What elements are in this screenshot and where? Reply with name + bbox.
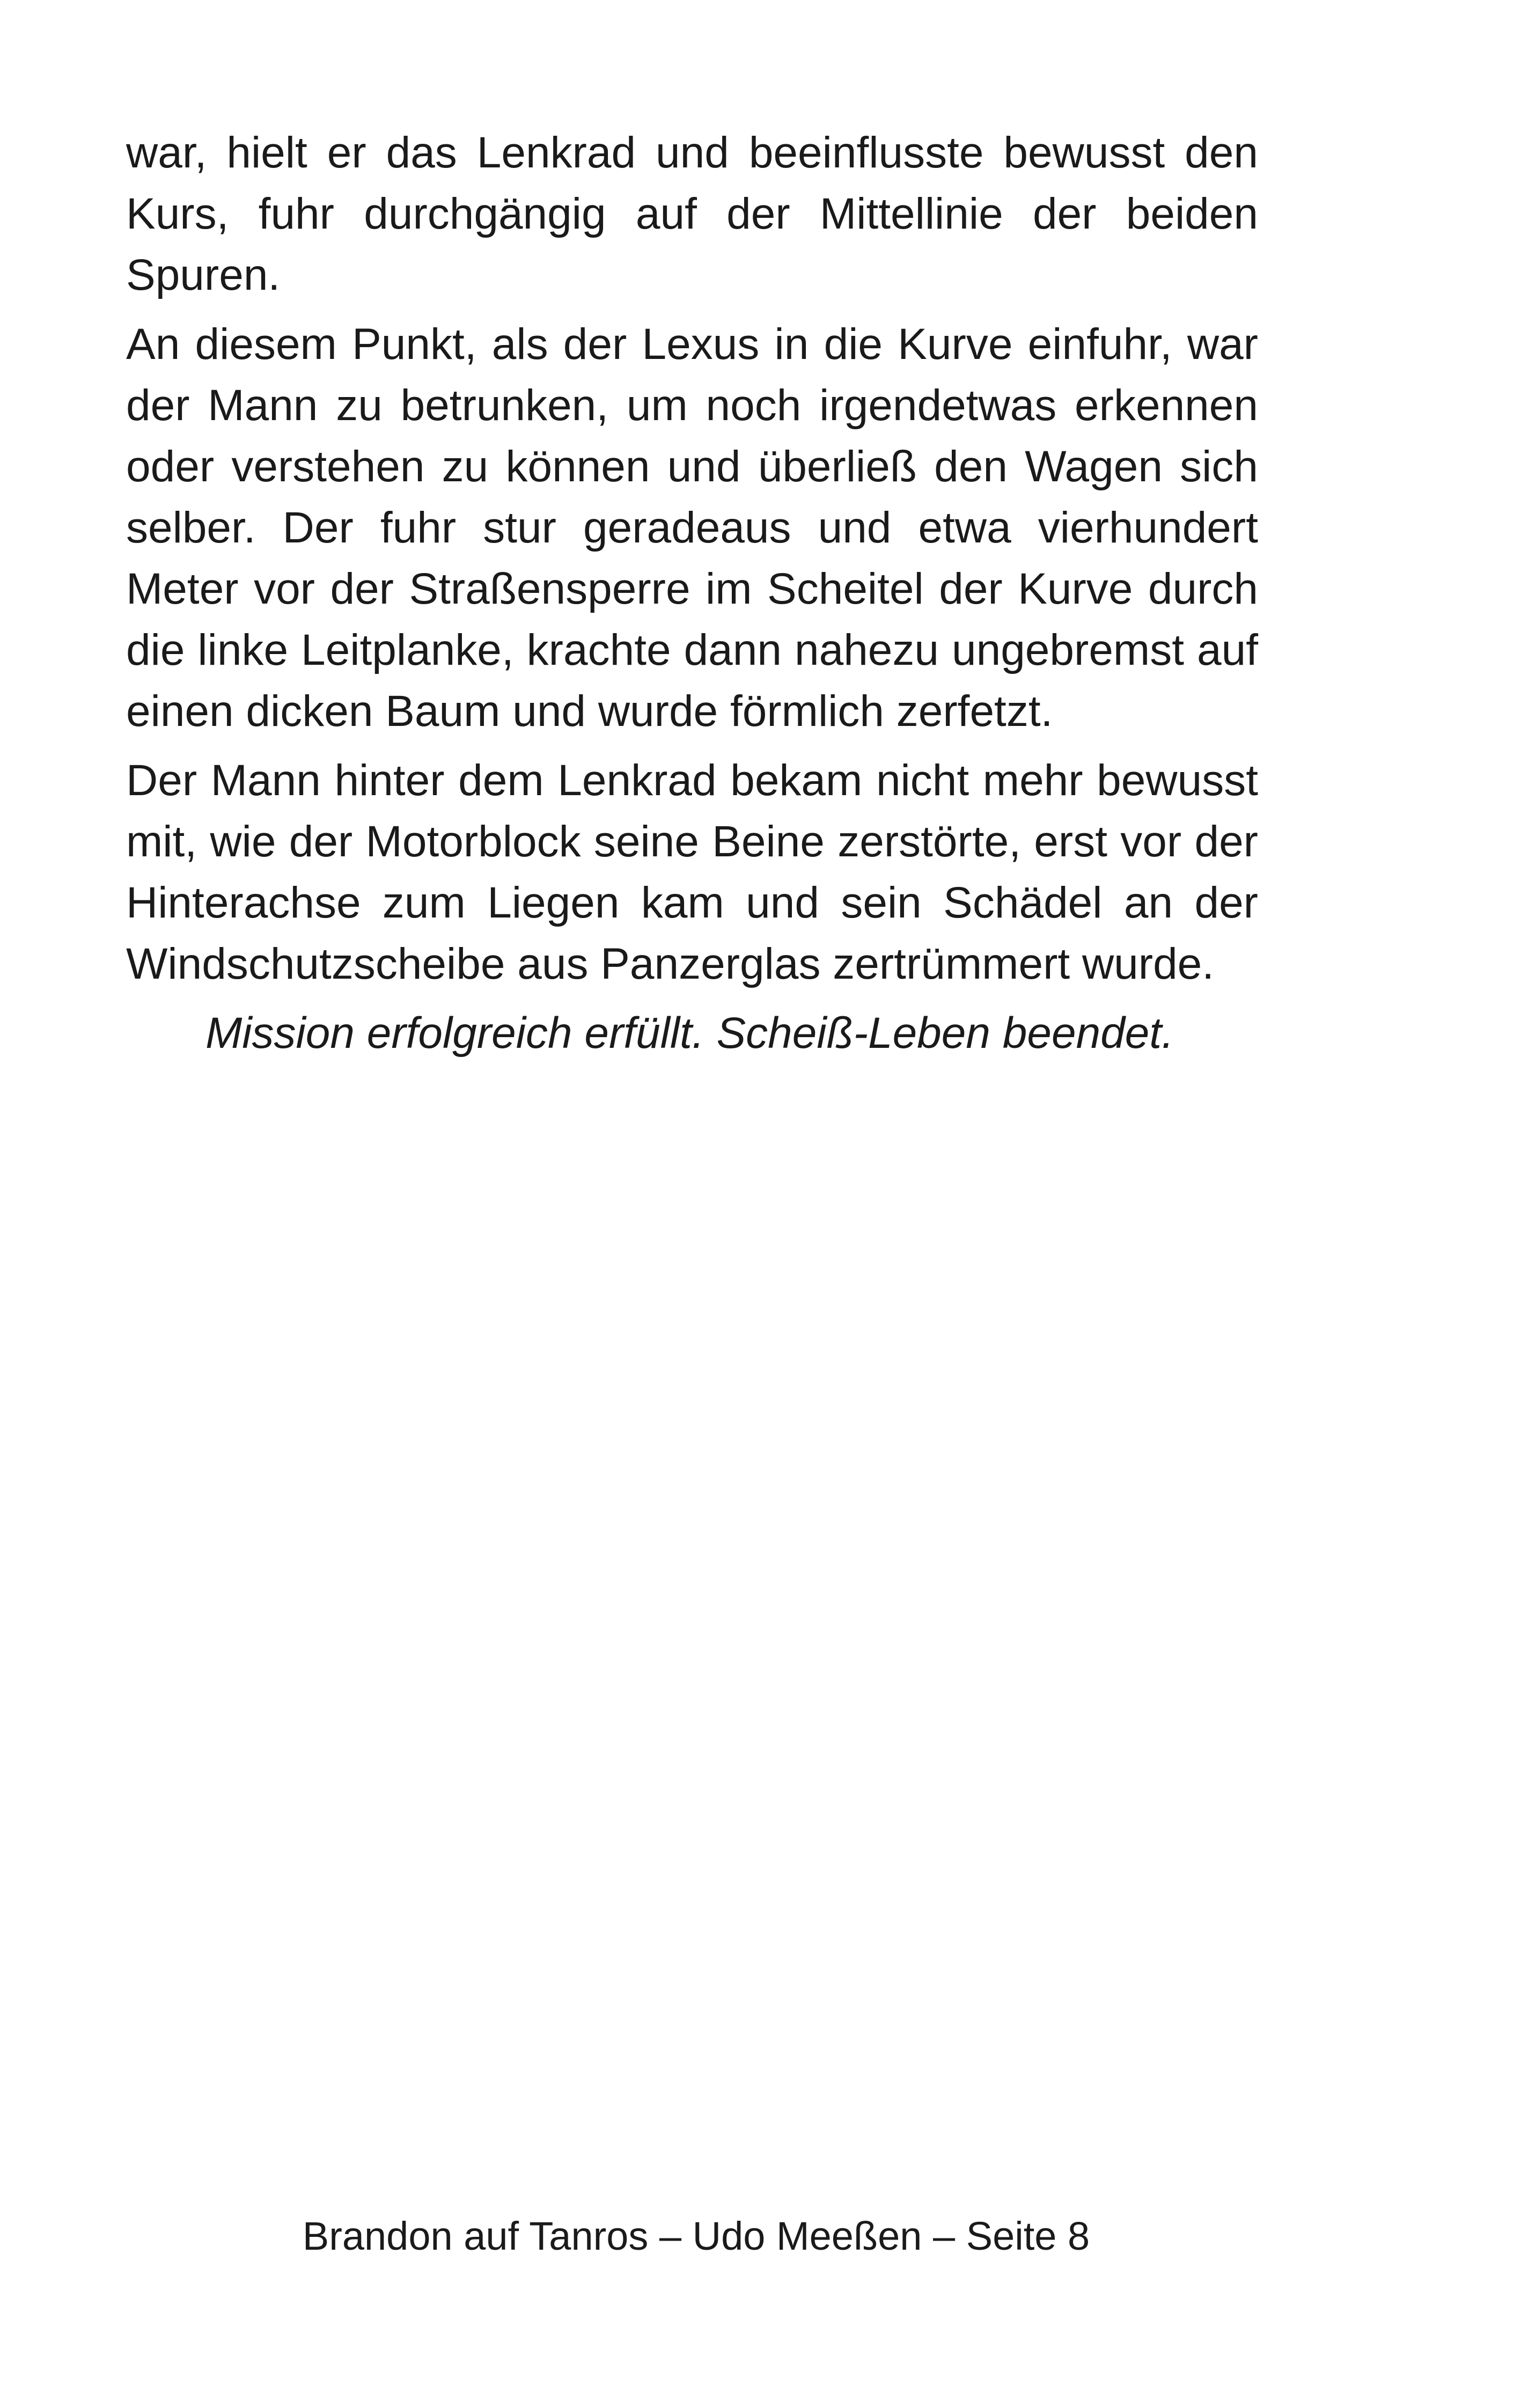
body-text bbox=[126, 122, 1258, 1072]
page-footer: Brandon auf Tanros – Udo Meeßen – Seite 8 bbox=[302, 2214, 1090, 2258]
closing-line: Mission erfolgreich erfüllt. Scheiß-Leben beendet. bbox=[205, 1009, 1174, 1058]
paragraph-1: war, hielt er das Lenkrad und beeinflusste bewusst den Kurs, fuhr durchgängig auf der Mittellinie der beiden Spuren. bbox=[126, 128, 1258, 299]
paragraph-3: Der Mann hinter dem Lenkrad bekam nicht mehr bewusst mit, wie der Motorblock seine Beine zerstörte, erst vor der Hinterachse zum Liegen kam und sein Schädel an der Windschutzscheibe aus Panzerglas zertrümmert wurde. bbox=[126, 756, 1258, 988]
paragraph-2: An diesem Punkt, als der Lexus in die Kurve einfuhr, war der Mann zu betrunken, um noch irgendetwas erkennen oder verstehen zu können und überließ den Wagen sich selber. Der fuhr stur geradeaus und etwa vierhundert Meter vor der Straßensperre im Scheitel der Kurve durch die linke Leitplanke, krachte dann nahezu ungebremst auf einen dicken Baum und wurde förmlich zerfetzt. bbox=[126, 320, 1258, 736]
